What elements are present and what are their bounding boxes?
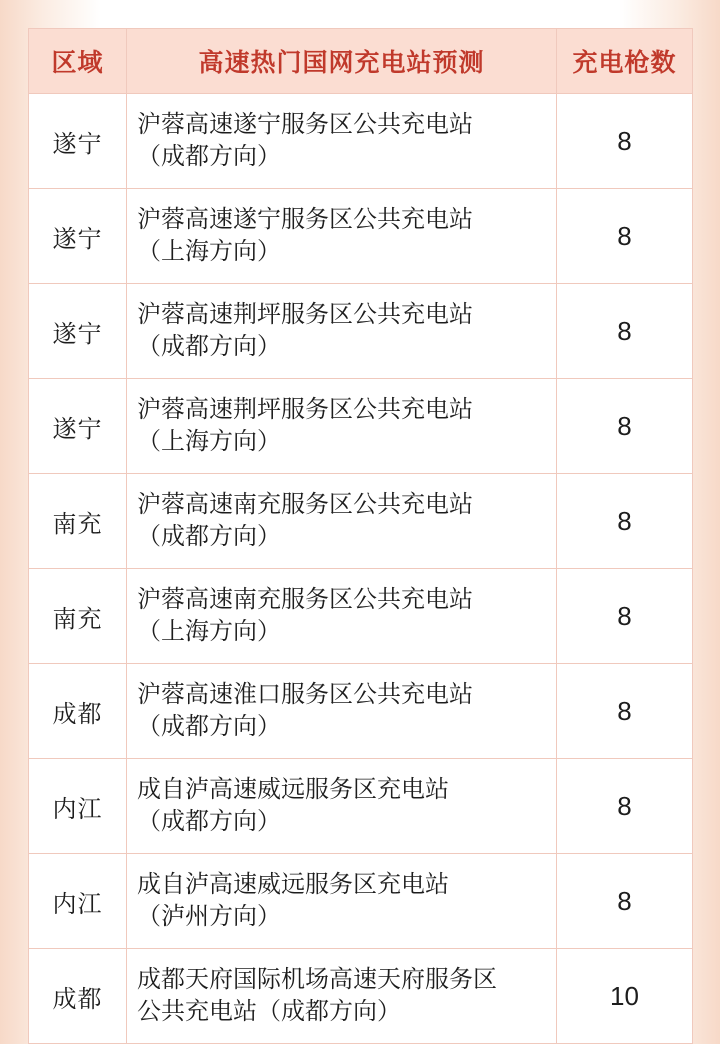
- table-header-row: [29, 29, 693, 94]
- cell-region: 遂宁: [29, 94, 127, 189]
- table-row: [29, 949, 693, 1044]
- table-row: [29, 284, 693, 379]
- station-name-line-2: （成都方向）: [137, 333, 281, 360]
- station-name-line-2: （上海方向）: [137, 618, 281, 645]
- station-name-line-1: 沪蓉高速荆坪服务区公共充电站: [137, 300, 473, 328]
- cell-gun-count: 8: [557, 94, 693, 189]
- cell-gun-count: 8: [557, 379, 693, 474]
- table-row: [29, 189, 693, 284]
- cell-gun-count: 8: [557, 189, 693, 284]
- table-row: [29, 379, 693, 474]
- cell-station-name: [127, 379, 557, 474]
- column-header-station: 高速热门国网充电站预测: [127, 29, 557, 94]
- station-name-line-2: （成都方向）: [137, 713, 281, 740]
- cell-station-name: [127, 854, 557, 949]
- station-name-line-1: 沪蓉高速淮口服务区公共充电站: [137, 680, 473, 708]
- cell-gun-count: 8: [557, 854, 693, 949]
- cell-region: 内江: [29, 759, 127, 854]
- cell-gun-count: 8: [557, 664, 693, 759]
- station-name-line-1: 成自泸高速威远服务区充电站: [137, 870, 449, 898]
- cell-station-name: [127, 569, 557, 664]
- cell-gun-count: 8: [557, 474, 693, 569]
- cell-region: 遂宁: [29, 379, 127, 474]
- station-name-line-1: 沪蓉高速南充服务区公共充电站: [137, 585, 473, 613]
- cell-region: 遂宁: [29, 284, 127, 379]
- table-row: [29, 759, 693, 854]
- cell-gun-count: 8: [557, 569, 693, 664]
- station-name-line-2: （成都方向）: [137, 808, 281, 835]
- station-name-line-1: 沪蓉高速遂宁服务区公共充电站: [137, 110, 473, 138]
- column-header-count: 充电枪数: [557, 29, 693, 94]
- cell-region: 成都: [29, 949, 127, 1044]
- station-name-line-2: （上海方向）: [137, 428, 281, 455]
- table-row: [29, 94, 693, 189]
- table-row: [29, 854, 693, 949]
- cell-station-name: [127, 189, 557, 284]
- cell-region: 内江: [29, 854, 127, 949]
- table-row: [29, 569, 693, 664]
- cell-station-name: [127, 664, 557, 759]
- table-header: [29, 29, 693, 94]
- cell-station-name: [127, 949, 557, 1044]
- cell-region: 南充: [29, 569, 127, 664]
- station-name-line-1: 成都天府国际机场高速天府服务区: [137, 965, 497, 993]
- cell-region: 成都: [29, 664, 127, 759]
- table-row: [29, 664, 693, 759]
- charging-station-table: [28, 28, 693, 1044]
- column-header-region: 区域: [29, 29, 127, 94]
- cell-gun-count: 10: [557, 949, 693, 1044]
- station-name-line-1: 成自泸高速威远服务区充电站: [137, 775, 449, 803]
- table-body: [29, 94, 693, 1044]
- cell-station-name: [127, 284, 557, 379]
- cell-gun-count: 8: [557, 759, 693, 854]
- cell-station-name: [127, 94, 557, 189]
- cell-gun-count: 8: [557, 284, 693, 379]
- station-name-line-1: 沪蓉高速遂宁服务区公共充电站: [137, 205, 473, 233]
- cell-station-name: [127, 474, 557, 569]
- station-name-line-1: 沪蓉高速南充服务区公共充电站: [137, 490, 473, 518]
- station-name-line-2: （成都方向）: [137, 523, 281, 550]
- station-name-line-1: 沪蓉高速荆坪服务区公共充电站: [137, 395, 473, 423]
- station-name-line-2: （成都方向）: [137, 143, 281, 170]
- station-name-line-2: （泸州方向）: [137, 903, 281, 930]
- cell-station-name: [127, 759, 557, 854]
- station-name-line-2: （上海方向）: [137, 238, 281, 265]
- station-name-line-2: 公共充电站（成都方向）: [137, 998, 401, 1025]
- cell-region: 南充: [29, 474, 127, 569]
- table-row: [29, 474, 693, 569]
- cell-region: 遂宁: [29, 189, 127, 284]
